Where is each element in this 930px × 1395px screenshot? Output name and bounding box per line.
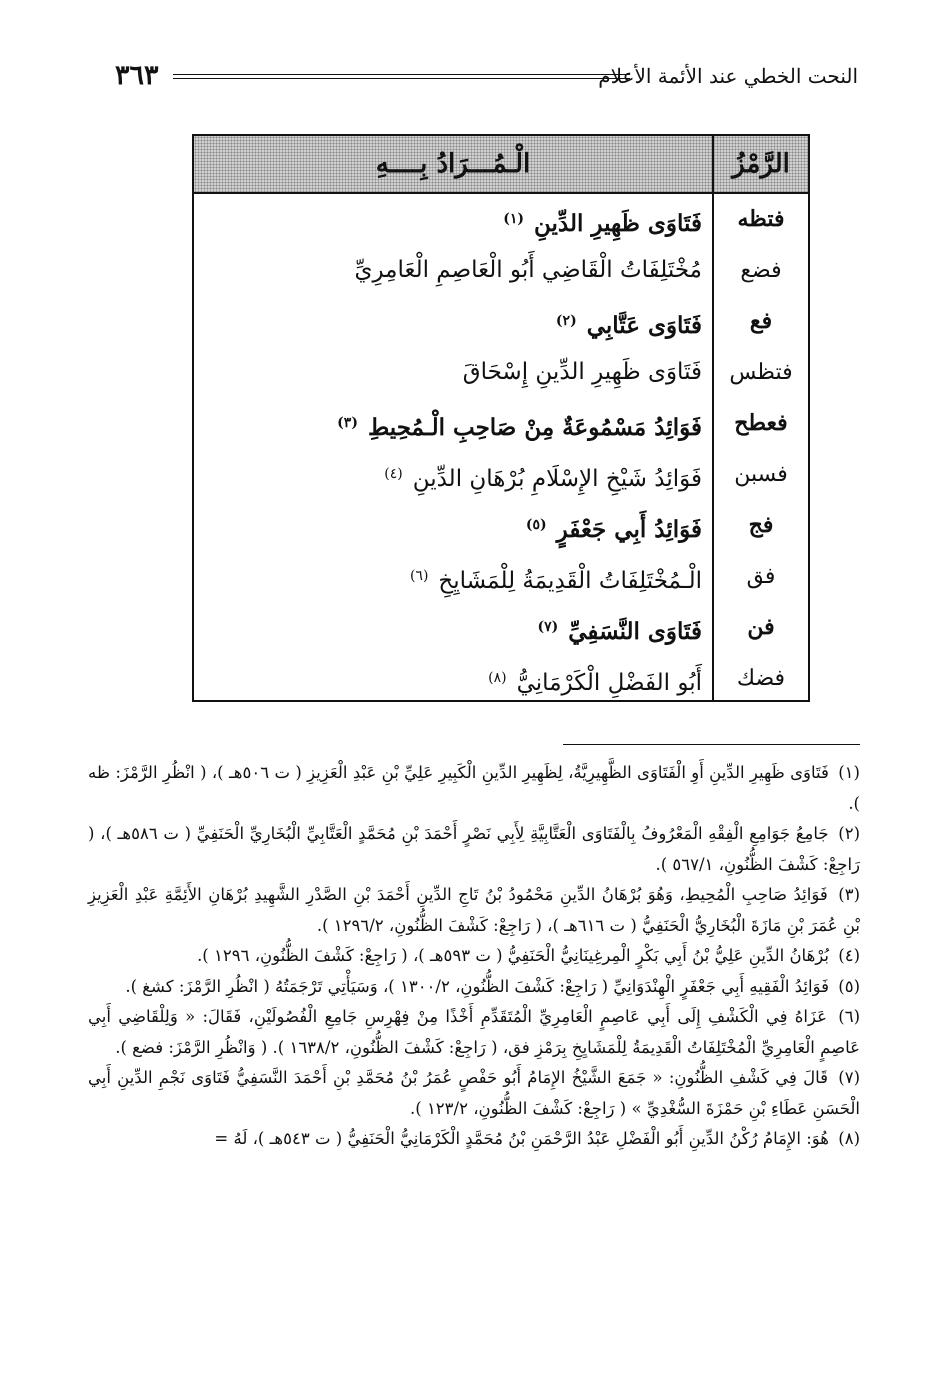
table-row (194, 194, 808, 245)
row-code: فضك (736, 666, 786, 691)
footnote-text: قَالَ فِي كَشْفِ الظُّنُونِ: « جَمَعَ الشَّيْخُ الإِمَامُ أَبُو حَفْصٍ عُمَرُ بْنُ مُحَمَّدِ بْنِ أَحْمَدَ النَّسَفِيُّ فَتَاوَى نَجْمِ الدِّينِ أَبِي الْحَسَنِ عَطَاءِ بْنِ حَمْزَةَ السُّغْدِيِّ » ( رَاجِعْ: كَشْفَ الظُّنُونِ، ١٢٣/٢ ). (88, 1068, 860, 1118)
footnote-number: (٤) (838, 946, 860, 965)
table-row (194, 551, 808, 602)
meaning-text: فَوَائِدُ مَسْمُوعَةٌ مِنْ صَاحِبِ الْـمُحِيطِ (367, 414, 702, 441)
table-row (194, 653, 808, 704)
footnote-text: فَوَائِدُ الْفَقِيهِ أَبِي جَعْفَرٍ الْهِنْدَوَانِيِّ ( رَاجِعْ: كَشْفَ الظُّنُونِ، ١٣٠٠/٢ )، وَسَيَأْتِي تَرْجَمَتُهُ ( انْظُرِ الرَّمْزَ: كشغ ). (125, 976, 829, 996)
row-code: فن (747, 614, 775, 640)
row-code: فتظه (737, 206, 785, 232)
footnotes (88, 758, 860, 1155)
footnote-text: فَتَاوَى ظَهِيرِ الدِّينِ أَوِ الْفَتَاوَى الظَّهِيرِيَّةُ، لِظَهِيرِ الدِّينِ الْكَبِيرِ عَلِيِّ بْنِ عَبْدِ الْعَزِيزِ ( ت ٥٠٦هـ )، ( انْظُرِ الرَّمْزَ: ظه ). (88, 763, 860, 813)
footnote-text: جَامِعُ جَوَامِعِ الْفِقْهِ الْمَعْرُوفُ بِالْفَتَاوَى الْعَتَّابِيَّةِ لِأَبِي نَصْرٍ أَحْمَدَ بْنِ مُحَمَّدٍ الْعَتَّابِيِّ الْبُخَارِيِّ الْحَنَفِيِّ ( ت ٥٨٦هـ )، ( رَاجِعْ: كَشْفَ الظُّنُونِ، ٥٦٧/١ ). (88, 824, 860, 874)
footnote-marker: (٢) (555, 313, 577, 329)
footnote-marker: (٨) (488, 670, 507, 686)
meaning-text: فَتَاوَى النَّسَفِيِّ (568, 618, 702, 645)
row-meaning (204, 296, 702, 347)
row-code: فع (749, 308, 773, 334)
row-meaning (204, 500, 702, 551)
table-row (194, 449, 808, 500)
row-code: فتظس (729, 360, 793, 385)
footnote (88, 1063, 860, 1124)
footnote-number: (٥) (838, 976, 860, 996)
row-meaning (204, 347, 702, 398)
footnote-separator (563, 744, 860, 745)
footnote-number: (٨) (838, 1129, 860, 1148)
footnote (88, 880, 860, 941)
meaning-text: فَتَاوَى ظَهِيرِ الدِّينِ (534, 210, 702, 237)
table-row (194, 602, 808, 653)
row-meaning (204, 245, 702, 296)
row-code: فضع (740, 258, 782, 283)
footnote (88, 972, 860, 1003)
table-row (194, 245, 808, 296)
footnote (88, 758, 860, 819)
meaning-text: أَبُو الفَضْلِ الْكَرْمَانِيُّ (516, 670, 702, 696)
footnote-text: عَزَاهُ فِي الْكَشْفِ إِلَى أَبِي عَاصِمٍ الْعَامِرِيِّ الْمُتَقَدِّمِ أَخْذًا مِنْ فِهْرِسِ جَامِعِ الْفُصُولَيْنِ، فَقَالَ: « وَلِلْقَاضِي أَبِي عَاصِمٍ الْعَامِرِيِّ الْمُخْتَلِفَاتُ الْقَدِيمَةُ لِلْمَشَايِخِ بِرَمْزِ فق، ( رَاجِعْ: كَشْفَ الظُّنُونِ، ١٦٣٨/٢ ). ( وَانْظُرِ الرَّمْزَ: فضع ). (88, 1007, 860, 1057)
table-row (194, 398, 808, 449)
meaning-text: فَتَاوَى ظَهِيرِ الدِّينِ إِسْحَاقَ (462, 359, 702, 385)
table-row (194, 296, 808, 347)
meaning-text: الْـمُخْتَلِفَاتُ الْقَدِيمَةُ لِلْمَشَايِخِ (438, 568, 702, 594)
row-code: فج (748, 512, 774, 538)
footnote (88, 819, 860, 880)
footnote-marker: (٧) (537, 619, 559, 635)
symbols-table (192, 134, 810, 702)
footnote-number: (٦) (838, 1007, 860, 1026)
meaning-text: مُخْتَلِفَاتُ الْقَاضِي أَبُو الْعَاصِمِ الْعَامِرِيِّ (354, 257, 702, 283)
footnote-number: (١) (838, 763, 860, 782)
meaning-text: فَوَائِدُ أَبِي جَعْفَرٍ (556, 516, 702, 543)
header-code: الرَّمْزُ (732, 149, 790, 179)
meaning-text: فَتَاوَى عَتَّابِي (586, 312, 702, 339)
row-meaning (204, 602, 702, 653)
row-code: فعطح (734, 410, 788, 436)
footnote (88, 1124, 860, 1155)
row-code: فسبن (734, 462, 788, 487)
table-row (194, 347, 808, 398)
row-meaning (204, 398, 702, 449)
footnote (88, 1002, 860, 1063)
footnote (88, 941, 860, 972)
row-meaning (204, 551, 702, 602)
page-number: ٣٦٣ (115, 60, 159, 91)
footnote-marker: (٦) (409, 568, 429, 584)
row-meaning (204, 449, 702, 500)
header-meaning: الْـمُـــرَادُ بِــــهِ (375, 149, 531, 179)
footnote-marker: (٣) (337, 415, 358, 431)
header-title: النحت الخطي عند الأئمة الأعلام (598, 64, 858, 88)
footnote-marker: (١) (503, 211, 524, 227)
footnote-marker: (٤) (384, 466, 403, 482)
footnote-number: (٢) (838, 824, 860, 843)
footnote-number: (٧) (838, 1068, 860, 1087)
row-meaning (204, 653, 702, 704)
footnote-marker: (٥) (525, 517, 547, 533)
footnote-text: بُرْهَانُ الدِّينِ عَلِيُّ بْنُ أَبِي بَكْرٍ الْمِرغِينَانِيُّ الْحَنَفِيُّ ( ت ٥٩٣هـ )، ( رَاجِعْ: كَشْفَ الظُّنُونِ، ١٢٩٦ ). (197, 946, 829, 965)
table-row (194, 500, 808, 551)
footnote-text: فَوَائِدُ صَاحِبِ الْمُحِيطِ، وَهُوَ بُرْهَانُ الدِّينِ مَحْمُودُ بْنُ تَاجِ الدِّينِ أَحْمَدَ بْنِ الصَّدْرِ الشَّهِيدِ بُرْهَانِ الأَئِمَّةِ عَبْدِ الْعَزِيزِ بْنِ عُمَرَ بْنِ مَازَةَ الْبُخَارِيُّ الْحَنَفِيُّ ( ت ٦١٦هـ )، ( رَاجِعْ: كَشْفَ الظُّنُونِ، ١٢٩٦/٢ ). (88, 885, 860, 935)
row-meaning (204, 194, 702, 245)
meaning-text: فَوَائِدُ شَيْخِ الإِسْلَامِ بُرْهَانِ الدِّينِ (412, 466, 702, 492)
row-code: فق (746, 564, 776, 589)
footnote-text: هُوَ: الإِمَامُ رُكْنُ الدِّينِ أَبُو الْفَضْلِ عَبْدُ الرَّحْمَنِ بْنُ مُحَمَّدٍ الْكَرْمَانِيُّ الْحَنَفِيُّ ( ت ٥٤٣هـ )، لَهُ = (214, 1129, 829, 1148)
header-rule (173, 74, 630, 79)
footnote-number: (٣) (838, 885, 860, 904)
running-header (115, 60, 858, 100)
